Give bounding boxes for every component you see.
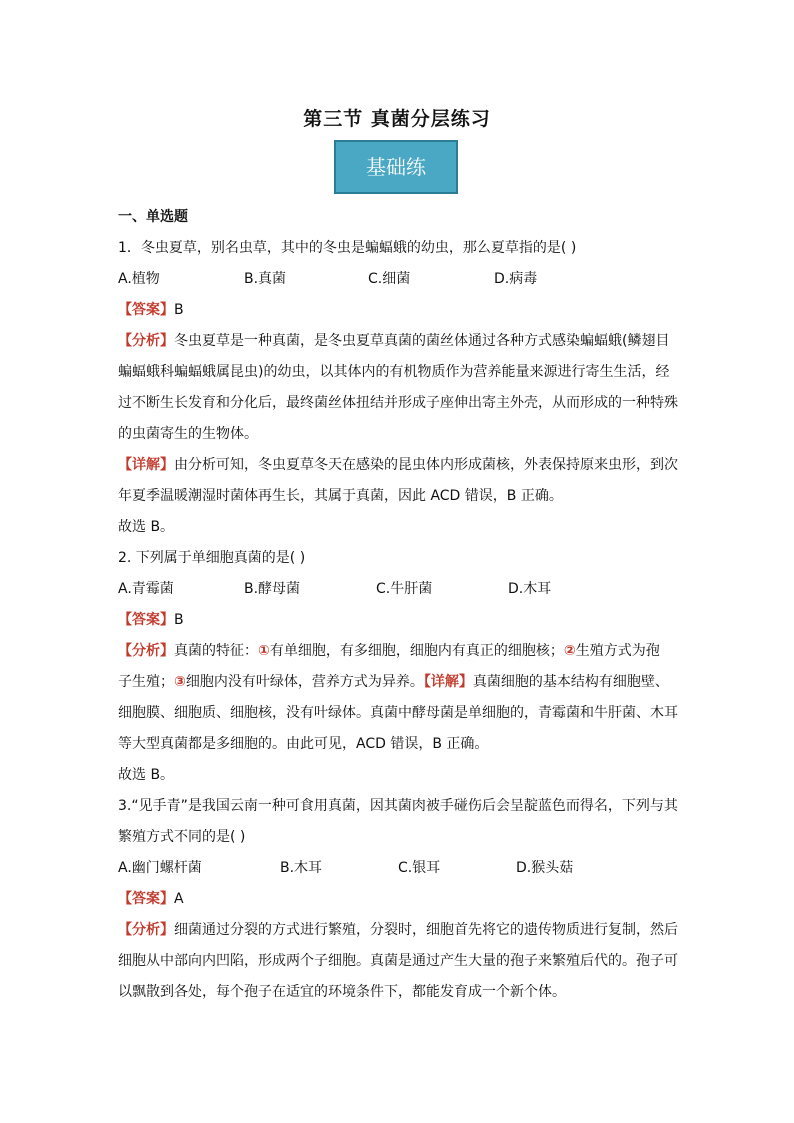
answer-line	[118, 605, 678, 636]
answer-tag: 【答案】	[118, 302, 174, 318]
question-3-options	[118, 853, 678, 884]
option-d: D.病毒	[494, 271, 538, 287]
option-c: C.牛肝菌	[376, 581, 433, 597]
question-3-stem: 3.“见手青”是我国云南一种可食用真菌，因其菌肉被手碰伤后会呈靛蓝色而得名，下列与其	[118, 798, 678, 814]
detail-text: 真菌细胞的基本结构有细胞壁、	[472, 674, 669, 690]
option-a: A.青霉菌	[118, 581, 174, 597]
level-badge: 基础练	[334, 140, 458, 194]
detail-line: 由分析可知，冬虫夏草冬天在感染的昆虫体内形成菌核，外表保持原来虫形，到次	[174, 457, 678, 473]
section-heading: 一、单选题	[118, 209, 188, 225]
question-1-options	[118, 264, 678, 295]
analysis-line: 蝙蝠蛾科蝙蝠蛾属昆虫)的幼虫，以其体内的有机物质作为营养能量来源进行寄生生活，经	[118, 364, 670, 380]
option-b: B.木耳	[280, 860, 323, 876]
detail-tag: 【详解】	[118, 457, 174, 473]
circled-number: ③	[174, 674, 186, 690]
analysis-block	[118, 915, 678, 1008]
detail-block	[118, 450, 678, 512]
option-d: D.木耳	[508, 581, 552, 597]
answer-value: B	[174, 612, 184, 628]
question-2-stem: 2. 下列属于单细胞真菌的是( )	[118, 550, 306, 566]
option-c: C.银耳	[398, 860, 441, 876]
analysis-tag: 【分析】	[118, 643, 174, 659]
analysis-text: 子生殖；	[118, 674, 174, 690]
detail-tag: 【详解】	[423, 674, 473, 690]
option-a: A.植物	[118, 271, 160, 287]
answer-line	[118, 884, 678, 915]
conclusion: 故选 B。	[118, 519, 175, 535]
answer-value: B	[174, 302, 184, 318]
analysis-block	[118, 636, 678, 760]
detail-line: 等大型真菌都是多细胞的。由此可见，ACD 错误，B 正确。	[118, 736, 489, 752]
analysis-block	[118, 326, 678, 450]
analysis-line: 过不断生长发育和分化后，最终菌丝体扭结并形成子座伸出寄主外壳，从而形成的一种特殊	[118, 395, 678, 411]
circled-number: ①	[258, 643, 270, 659]
question-3-stem: 繁殖方式不同的是( )	[118, 829, 246, 845]
option-b: B.酵母菌	[244, 581, 301, 597]
analysis-line: 冬虫夏草是一种真菌，是冬虫夏草真菌的菌丝体通过各种方式感染蝙蝠蛾(鳞翅目	[174, 333, 670, 349]
detail-line: 细胞膜、细胞质、细胞核，没有叶绿体。真菌中酵母菌是单细胞的，青霉菌和牛肝菌、木耳	[118, 705, 678, 721]
answer-line	[118, 295, 678, 326]
analysis-line: 以飘散到各处，每个孢子在适宜的环境条件下，都能发育成一个新个体。	[118, 984, 566, 1000]
detail-line: 年夏季温暖潮湿时菌体再生长，其属于真菌，因此 ACD 错误，B 正确。	[118, 488, 563, 504]
question-1-stem: 1．冬虫夏草，别名虫草，其中的冬虫是蝙蝠蛾的幼虫，那么夏草指的是( )	[118, 240, 577, 256]
option-d: D.猴头菇	[516, 860, 574, 876]
option-a: A.幽门螺杆菌	[118, 860, 202, 876]
answer-value: A	[174, 891, 184, 907]
analysis-line: 细菌通过分裂的方式进行繁殖，分裂时，细胞首先将它的遗传物质进行复制，然后	[174, 922, 678, 938]
conclusion: 故选 B。	[118, 767, 175, 783]
circled-number: ②	[563, 643, 576, 659]
page-title: 第三节 真菌分层练习	[303, 108, 491, 130]
analysis-tag: 【分析】	[118, 922, 174, 938]
analysis-text: 细胞内没有叶绿体，营养方式为异养。	[185, 674, 424, 690]
analysis-line: 细胞从中部向内凹陷，形成两个子细胞。真菌是通过产生大量的孢子来繁殖后代的。孢子可	[118, 953, 678, 969]
option-b: B.真菌	[244, 271, 287, 287]
answer-tag: 【答案】	[118, 891, 174, 907]
option-c: C.细菌	[368, 271, 411, 287]
analysis-text: 真菌的特征：	[174, 643, 258, 659]
analysis-text: 有单细胞，有多细胞，细胞内有真正的细胞核；	[269, 643, 564, 659]
answer-tag: 【答案】	[118, 612, 174, 628]
question-2-options	[118, 574, 678, 605]
content-body	[118, 200, 678, 1008]
analysis-tag: 【分析】	[118, 333, 174, 349]
analysis-text: 生殖方式为孢	[575, 643, 660, 659]
analysis-line: 的虫菌寄生的生物体。	[118, 426, 258, 442]
